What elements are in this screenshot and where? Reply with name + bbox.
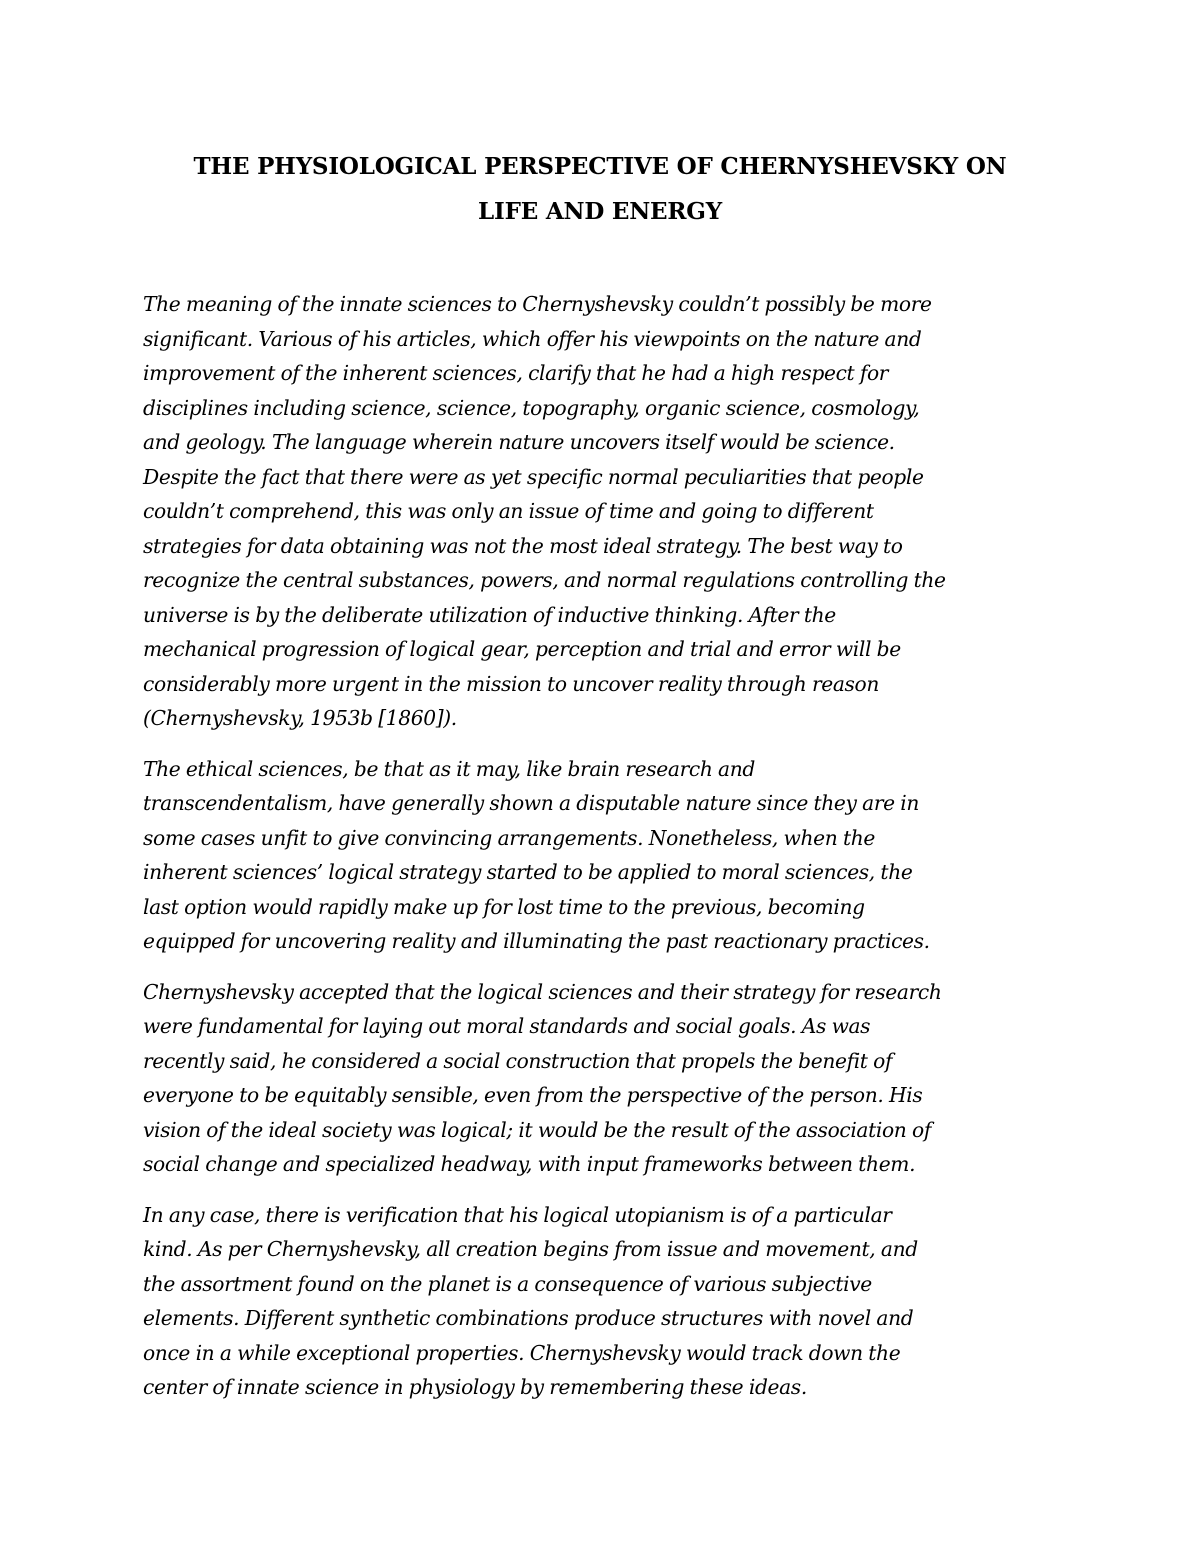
text-line: universe is by the deliberate utilization of inductive thinking. After the <box>143 602 836 627</box>
text-line: last option would rapidly make up for lost time to the previous, becoming <box>143 894 865 919</box>
title-line: LIFE AND ENERGY <box>478 198 722 225</box>
text-line: The ethical sciences, be that as it may, like brain research and <box>143 756 755 781</box>
text-line: everyone to be equitably sensible, even from the perspective of the person. His <box>143 1083 923 1107</box>
document-body <box>143 287 1073 1421</box>
text-line: significant. Various of his articles, which offer his viewpoints on the nature and <box>143 326 922 351</box>
paragraph-2 <box>143 752 1073 959</box>
text-line: social change and specialized headway, with input frameworks between them. <box>143 1152 916 1176</box>
text-line: transcendentalism, have generally shown a disputable nature since they are in <box>143 791 920 815</box>
text-line: strategies for data obtaining was not the most ideal strategy. The best way to <box>143 533 903 558</box>
title-line: THE PHYSIOLOGICAL PERSPECTIVE OF CHERNYSHEVSKY ON <box>193 153 1007 180</box>
text-line: once in a while exceptional properties. Chernyshevsky would track down the <box>143 1340 901 1365</box>
text-line: equipped for uncovering reality and illuminating the past reactionary practices. <box>143 929 930 953</box>
text-line: The meaning of the innate sciences to Chernyshevsky couldn’t possibly be more <box>143 292 932 316</box>
text-line: considerably more urgent in the mission to uncover reality through reason <box>143 671 880 696</box>
text-line: couldn’t comprehend, this was only an issue of time and going to different <box>143 499 874 523</box>
text-line: some cases unfit to give convincing arrangements. Nonetheless, when the <box>143 825 875 850</box>
text-line: elements. Different synthetic combinations produce structures with novel and <box>143 1306 914 1330</box>
paragraph-1 <box>143 287 1073 736</box>
text-line: In any case, there is verification that his logical utopianism is of a particular <box>143 1202 892 1227</box>
text-line: center of innate science in physiology by remembering these ideas. <box>143 1375 807 1399</box>
text-line: improvement of the inherent sciences, clarify that he had a high respect for <box>143 361 889 385</box>
text-line: Despite the fact that there were as yet specific normal peculiarities that people <box>143 464 924 489</box>
text-line: disciplines including science, science, topography, organic science, cosmology, <box>143 395 920 420</box>
text-line: recently said, he considered a social construction that propels the benefit of <box>143 1048 893 1073</box>
paragraph-3 <box>143 975 1073 1182</box>
paragraph-4 <box>143 1198 1073 1405</box>
text-line: vision of the ideal society was logical; it would be the result of the association of <box>143 1117 931 1142</box>
text-line: inherent sciences’ logical strategy started to be applied to moral sciences, the <box>143 860 913 884</box>
text-line: the assortment found on the planet is a consequence of various subjective <box>143 1271 872 1296</box>
text-line: kind. As per Chernyshevsky, all creation begins from issue and movement, and <box>143 1237 918 1261</box>
text-line: Chernyshevsky accepted that the logical sciences and their strategy for research <box>143 979 942 1004</box>
text-line: (Chernyshevsky, 1953b [1860]). <box>143 706 457 730</box>
text-line: mechanical progression of logical gear, perception and trial and error will be <box>143 637 901 661</box>
text-line: were fundamental for laying out moral standards and social goals. As was <box>143 1014 871 1038</box>
text-line: recognize the central substances, powers, and normal regulations controlling the <box>143 568 946 592</box>
text-line: and geology. The language wherein nature uncovers itself would be science. <box>143 430 895 454</box>
document-title <box>140 144 1060 234</box>
